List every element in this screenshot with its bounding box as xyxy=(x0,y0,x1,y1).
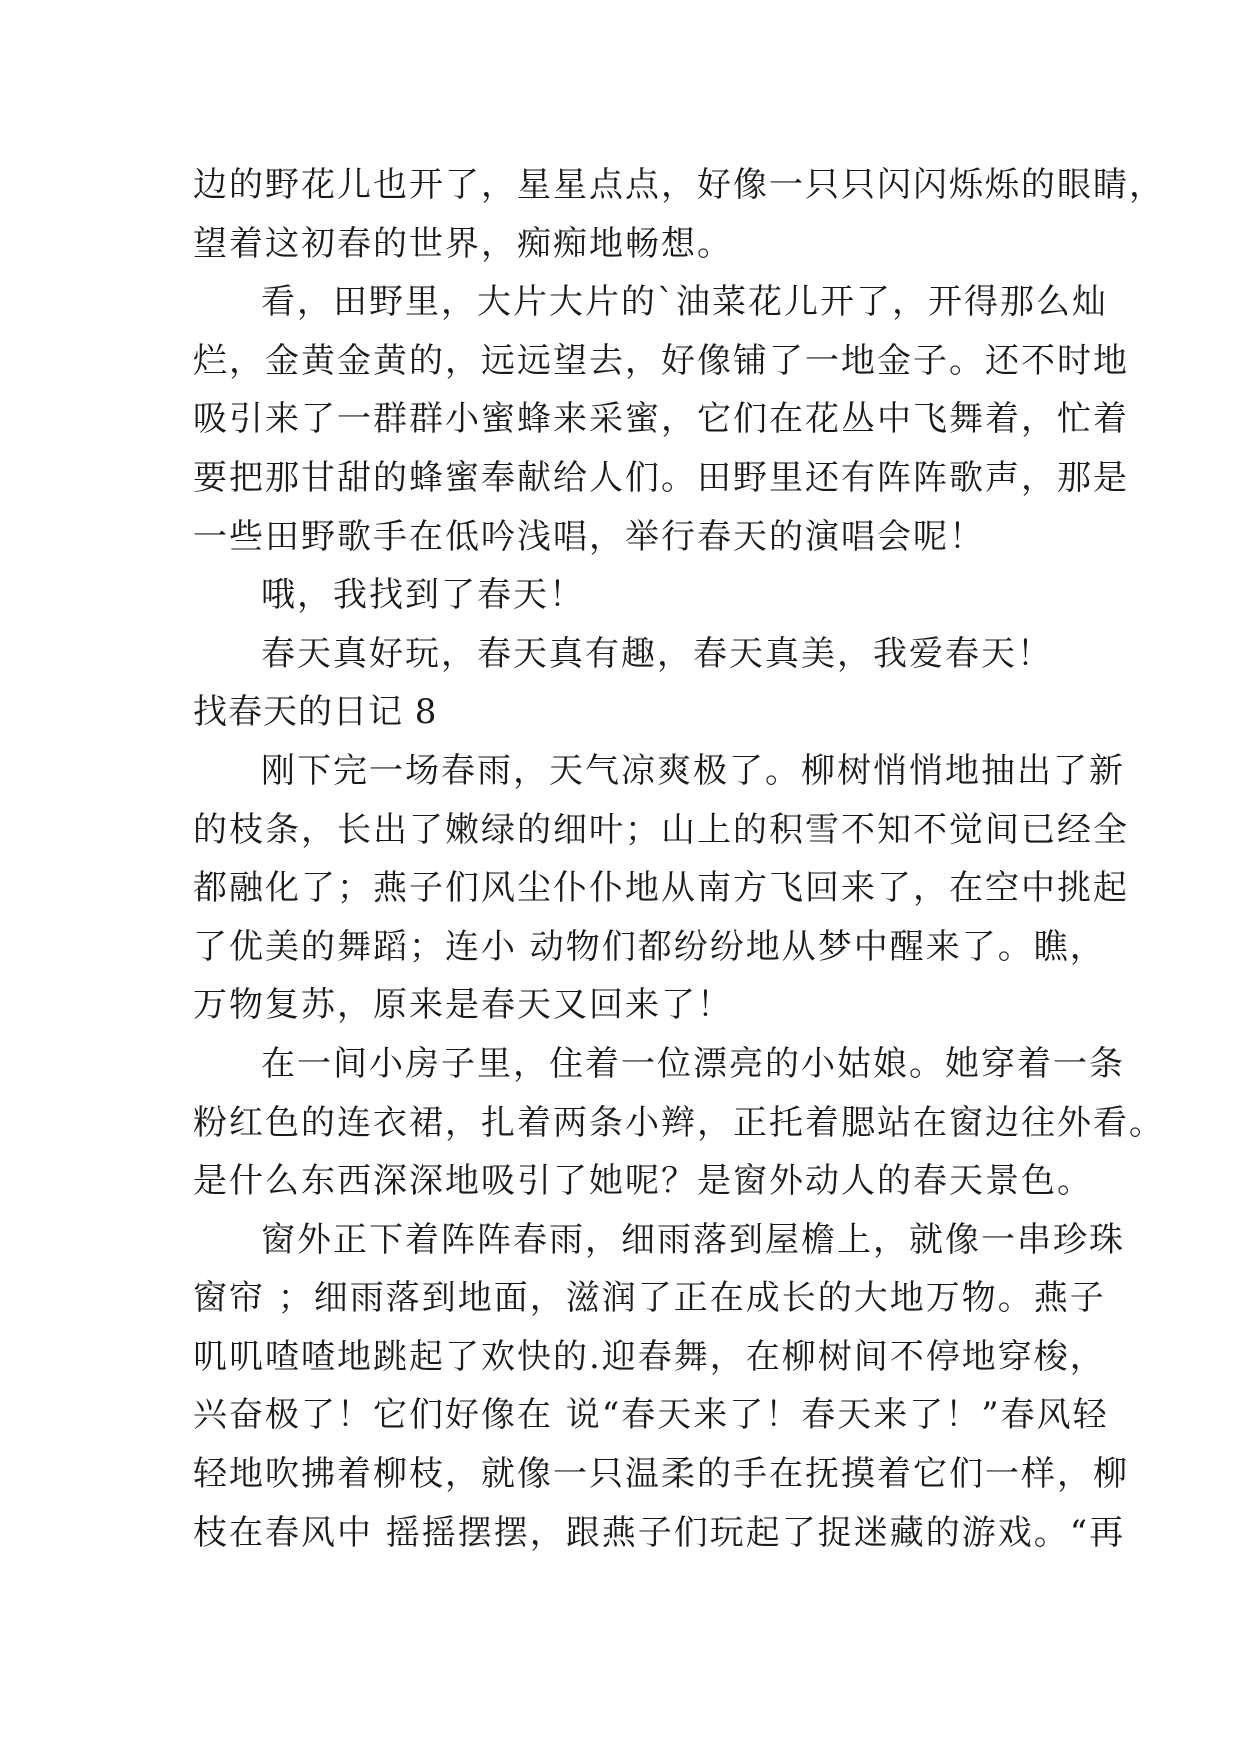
text-line: 万物复苏，原来是春天又回来了！ xyxy=(193,985,733,1026)
paragraph-first-line: 春天真好玩，春天真有趣，春天真美，我爱春天！ xyxy=(261,633,1053,674)
text-line: 的枝条，长出了嫩绿的细叶；山上的积雪不知不觉间已经全 xyxy=(193,809,1129,850)
text-line: 了优美的舞蹈；连小 动物们都纷纷地从梦中醒来了。瞧， xyxy=(193,926,1106,967)
text-line: 一些田野歌手在低吟浅唱，举行春天的演唱会呢！ xyxy=(193,516,985,557)
text-line: 兴奋极了！它们好像在 说“春天来了！春天来了！”春风轻 xyxy=(193,1395,1109,1436)
paragraph-first-line: 在一间小房子里，住着一位漂亮的小姑娘。她穿着一条 xyxy=(261,1043,1125,1084)
paragraph-first-line: 刚下完一场春雨，天气凉爽极了。柳树悄悄地抽出了新 xyxy=(261,750,1125,791)
text-line: 烂，金黄金黄的，远远望去，好像铺了一地金子。还不时地 xyxy=(193,340,1129,381)
text-line: 边的野花儿也开了，星星点点，好像一只只闪闪烁烁的眼睛， xyxy=(193,165,1165,205)
text-line: 粉红色的连衣裙，扎着两条小辫，正托着腮站在窗边往外看。 xyxy=(193,1102,1165,1143)
text-column xyxy=(193,156,1165,1562)
text-line: 是什么东西深深地吸引了她呢？是窗外动人的春天景色。 xyxy=(193,1161,1093,1202)
text-line: 轻地吹拂着柳枝，就像一只温柔的手在抚摸着它们一样，柳 xyxy=(193,1454,1129,1495)
text-line: 叽叽喳喳地跳起了欢快的.迎春舞，在柳树间不停地穿梭， xyxy=(193,1336,1106,1377)
text-line: 枝在春风中 摇摇摆摆，跟燕子们玩起了捉迷藏的游戏。“再 xyxy=(193,1512,1126,1553)
paragraph-first-line: 哦，我找到了春天！ xyxy=(261,575,585,616)
text-line: 要把那甘甜的蜂蜜奉献给人们。田野里还有阵阵歌声，那是 xyxy=(193,457,1129,498)
text-line: 吸引来了一群群小蜜蜂来采蜜，它们在花丛中飞舞着，忙着 xyxy=(193,399,1129,440)
text-line: 都融化了；燕子们风尘仆仆地从南方飞回来了，在空中挑起 xyxy=(193,868,1129,909)
text-line: 窗帘 ；细雨落到地面，滋润了正在成长的大地万物。燕子 xyxy=(193,1278,1106,1319)
text-line: 望着这初春的世界，痴痴地畅想。 xyxy=(193,223,733,264)
paragraph-first-line: 窗外正下着阵阵春雨，细雨落到屋檐上，就像一串珍珠 xyxy=(261,1219,1125,1260)
section-heading: 找春天的日记 8 xyxy=(193,692,438,733)
paragraph-first-line: 看，田野里，大片大片的`油菜花儿开了，开得那么灿 xyxy=(261,282,1108,323)
